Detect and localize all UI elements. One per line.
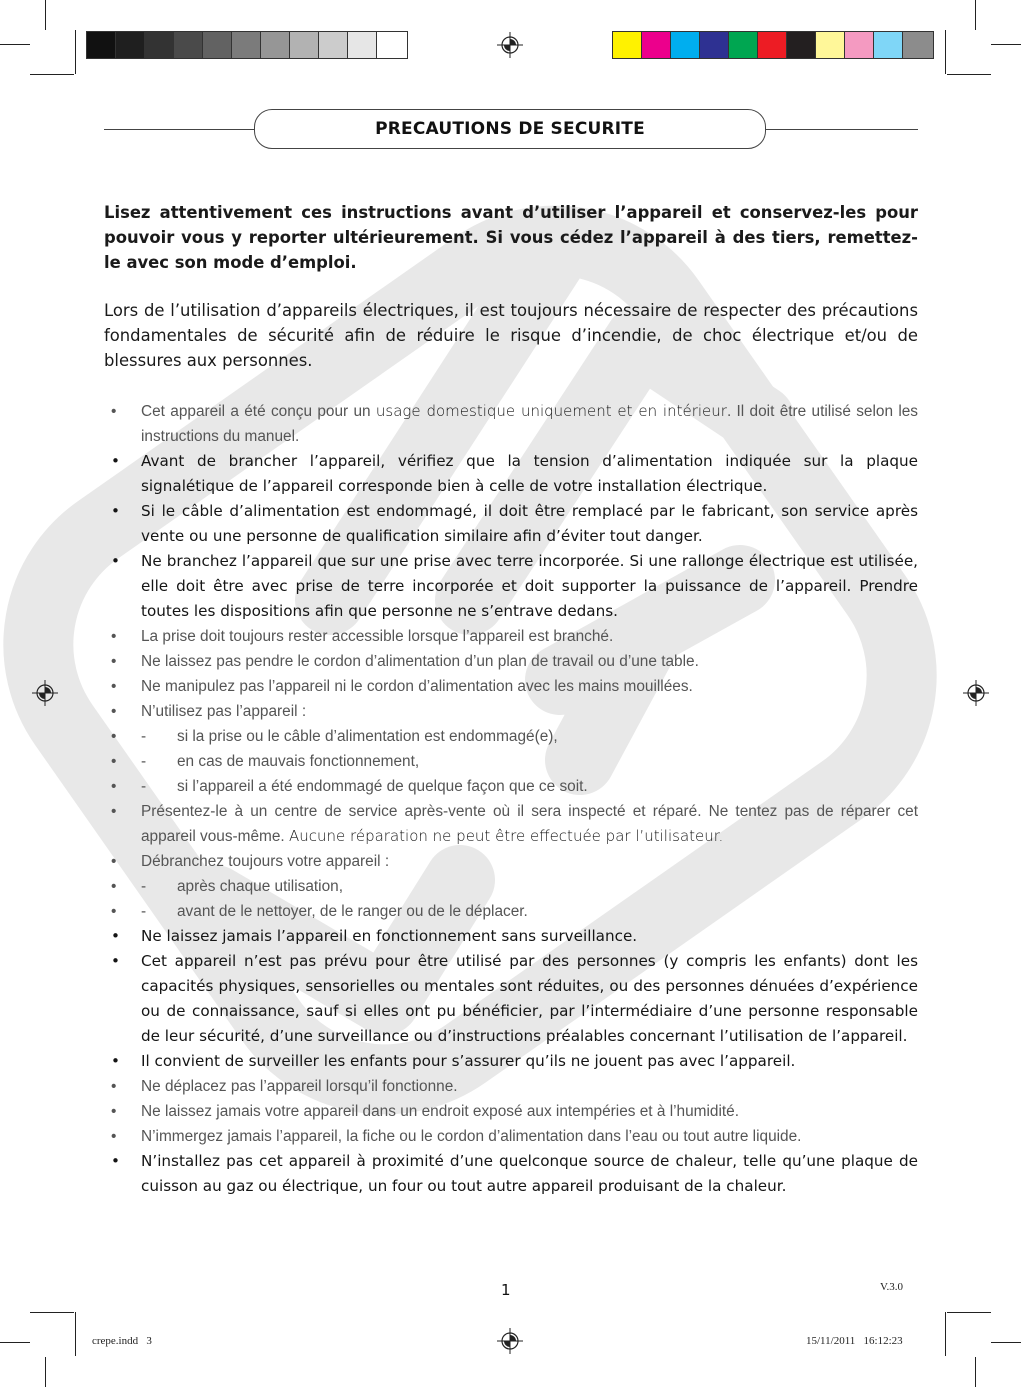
list-item: • Si le câble d’alimentation est endommagé, il doit être remplacé par le fabricant, son service après vente ou une personne de qualification similaire afin d’éviter tout danger. bbox=[104, 499, 918, 549]
color-swatch bbox=[757, 31, 787, 59]
crop-mark bbox=[0, 44, 30, 45]
crop-mark bbox=[75, 30, 76, 74]
safety-list bbox=[104, 399, 918, 1199]
bullet: • bbox=[111, 903, 117, 920]
bullet: • bbox=[111, 1103, 117, 1120]
registration-mark-icon bbox=[497, 1328, 523, 1354]
list-item: • - si l’appareil a été endommagé de quelque façon que ce soit. bbox=[104, 774, 918, 799]
crop-mark bbox=[975, 1357, 976, 1387]
print-timestamp: 15/11/2011 16:12:23 bbox=[806, 1335, 903, 1347]
bullet: • bbox=[111, 552, 120, 570]
bullet: • bbox=[111, 403, 117, 420]
crop-mark bbox=[947, 74, 991, 75]
crop-mark bbox=[945, 30, 946, 74]
bullet: • bbox=[111, 653, 117, 670]
bullet: • bbox=[111, 778, 117, 795]
gray-swatch bbox=[231, 31, 261, 59]
gray-swatch bbox=[144, 31, 174, 59]
crop-mark bbox=[975, 0, 976, 30]
bullet: • bbox=[111, 1052, 120, 1070]
bullet: • bbox=[111, 1078, 117, 1095]
registration-mark-icon bbox=[497, 32, 523, 58]
list-item: • Ne laissez pas pendre le cordon d’alimentation d’un plan de travail ou d’une table. bbox=[104, 649, 918, 674]
registration-mark-icon bbox=[963, 680, 989, 706]
gray-swatch bbox=[173, 31, 203, 59]
gray-swatch bbox=[289, 31, 319, 59]
page-number: 1 bbox=[501, 1281, 511, 1299]
crop-mark bbox=[991, 44, 1021, 45]
color-swatch bbox=[902, 31, 934, 59]
bullet: • bbox=[111, 502, 120, 520]
color-swatch bbox=[670, 31, 700, 59]
color-swatch bbox=[844, 31, 874, 59]
intro-paragraph: Lisez attentivement ces instructions avant d’utiliser l’appareil et conservez-les pour pouvoir vous y reporter ultérieurement. Si vous cédez l’appareil à des tiers, remettez-le avec son mode d’emploi. bbox=[104, 203, 918, 272]
bullet: • bbox=[111, 753, 117, 770]
list-item: • La prise doit toujours rester accessible lorsque l’appareil est branché. bbox=[104, 624, 918, 649]
gray-swatch bbox=[260, 31, 290, 59]
list-item: • N’immergez jamais l’appareil, la fiche ou le cordon d’alimentation dans l’eau ou tout autre liquide. bbox=[104, 1124, 918, 1149]
bullet: • bbox=[111, 678, 117, 695]
bullet: • bbox=[111, 952, 120, 970]
bullet: • bbox=[111, 927, 120, 945]
color-swatch bbox=[728, 31, 758, 59]
gray-swatch bbox=[376, 31, 408, 59]
gray-swatch bbox=[202, 31, 232, 59]
color-swatch bbox=[641, 31, 671, 59]
dash: - bbox=[141, 753, 147, 770]
crop-mark bbox=[30, 74, 74, 75]
bullet: • bbox=[111, 628, 117, 645]
gray-swatch bbox=[318, 31, 348, 59]
list-item: • Il convient de surveiller les enfants pour s’assurer qu’ils ne jouent pas avec l’appareil. bbox=[104, 1049, 918, 1074]
list-item: • N’installez pas cet appareil à proximité d’une quelconque source de chaleur, telle qu’une plaque de cuisson au gaz ou électrique, un four ou tout autre appareil produisant de la chaleur. bbox=[104, 1149, 918, 1199]
color-swatch bbox=[786, 31, 816, 59]
list-item: • Cet appareil n’est pas prévu pour être utilisé par des personnes (y compris les enfants) dont les capacités physiques, sensorielles ou mentales sont réduites, ou des personnes dénuées d’expérience ou de connaissance, sauf si elles ont pu bénéficier, par l’intermédiaire d’une personne responsable de leur sécurité, d’une surveillance ou d’instructions préalables concernant l’utilisation de l’appareil. bbox=[104, 949, 918, 1049]
header-rule-left bbox=[104, 129, 254, 130]
crop-mark bbox=[0, 1342, 30, 1343]
intro-paragraph: Lors de l’utilisation d’appareils électriques, il est toujours nécessaire de respecter des précautions fondamentales de sécurité afin de réduire le risque d’incendie, de choc électrique et/ou de blessures aux personnes. bbox=[104, 301, 918, 370]
crop-mark bbox=[947, 1312, 991, 1313]
crop-mark bbox=[45, 1357, 46, 1387]
crop-mark bbox=[30, 1312, 74, 1313]
registration-mark-icon bbox=[32, 680, 58, 706]
bullet: • bbox=[111, 728, 117, 745]
crop-mark bbox=[991, 1342, 1021, 1343]
bullet: • bbox=[111, 1152, 120, 1170]
dash: - bbox=[141, 878, 147, 895]
list-item: • Ne déplacez pas l’appareil lorsqu’il fonctionne. bbox=[104, 1074, 918, 1099]
gray-swatch bbox=[115, 31, 145, 59]
dash: - bbox=[141, 778, 147, 795]
gray-swatch bbox=[86, 31, 116, 59]
dash: - bbox=[141, 728, 147, 745]
crop-mark bbox=[75, 1312, 76, 1356]
list-item: • Ne branchez l’appareil que sur une prise avec terre incorporée. Si une rallonge électrique est utilisée, elle doit être avec prise de terre incorporée et doit supporter la puissance de l’appareil. Prendre toutes les dispositions afin que personne ne s’entrave dedans. bbox=[104, 549, 918, 624]
color-swatch bbox=[873, 31, 903, 59]
list-item: • Ne laissez jamais l’appareil en fonctionnement sans surveillance. bbox=[104, 924, 918, 949]
list-item: • - après chaque utilisation, bbox=[104, 874, 918, 899]
bullet: • bbox=[111, 878, 117, 895]
color-swatch bbox=[699, 31, 729, 59]
list-item: • Avant de brancher l’appareil, vérifiez que la tension d’alimentation indiquée sur la plaque signalétique de l’appareil corresponde bien à celle de votre installation électrique. bbox=[104, 449, 918, 499]
version-label: V.3.0 bbox=[880, 1281, 904, 1293]
list-item: • N’utilisez pas l’appareil : bbox=[104, 699, 918, 724]
page-title: PRECAUTIONS DE SECURITE bbox=[254, 109, 766, 149]
list-item: • Débranchez toujours votre appareil : bbox=[104, 849, 918, 874]
bullet: • bbox=[111, 803, 117, 820]
bullet: • bbox=[111, 1128, 117, 1145]
list-item: • - en cas de mauvais fonctionnement, bbox=[104, 749, 918, 774]
color-swatch bbox=[815, 31, 845, 59]
gray-swatch bbox=[347, 31, 377, 59]
list-item: • Ne manipulez pas l’appareil ni le cordon d’alimentation avec les mains mouillées. bbox=[104, 674, 918, 699]
list-item: • Présentez-le à un centre de service après-vente où il sera inspecté et réparé. Ne tentez pas de réparer cet appareil vous-même. Aucune réparation ne peut être effectuée par l’utilisateur. bbox=[104, 799, 918, 849]
file-name: crepe.indd 3 bbox=[92, 1335, 152, 1347]
bullet: • bbox=[111, 452, 120, 470]
crop-mark bbox=[945, 1312, 946, 1356]
color-swatch bbox=[612, 31, 642, 59]
bullet: • bbox=[111, 703, 117, 720]
list-item: • Cet appareil a été conçu pour un usage domestique uniquement et en intérieur. Il doit être utilisé selon les instructions du manuel. bbox=[104, 399, 918, 449]
bullet: • bbox=[111, 853, 117, 870]
header-rule-right bbox=[766, 129, 918, 130]
list-item: • - si la prise ou le câble d’alimentation est endommagé(e), bbox=[104, 724, 918, 749]
list-item: • - avant de le nettoyer, de le ranger ou de le déplacer. bbox=[104, 899, 918, 924]
dash: - bbox=[141, 903, 147, 920]
crop-mark bbox=[45, 0, 46, 30]
list-item: • Ne laissez jamais votre appareil dans un endroit exposé aux intempéries et à l’humidité. bbox=[104, 1099, 918, 1124]
